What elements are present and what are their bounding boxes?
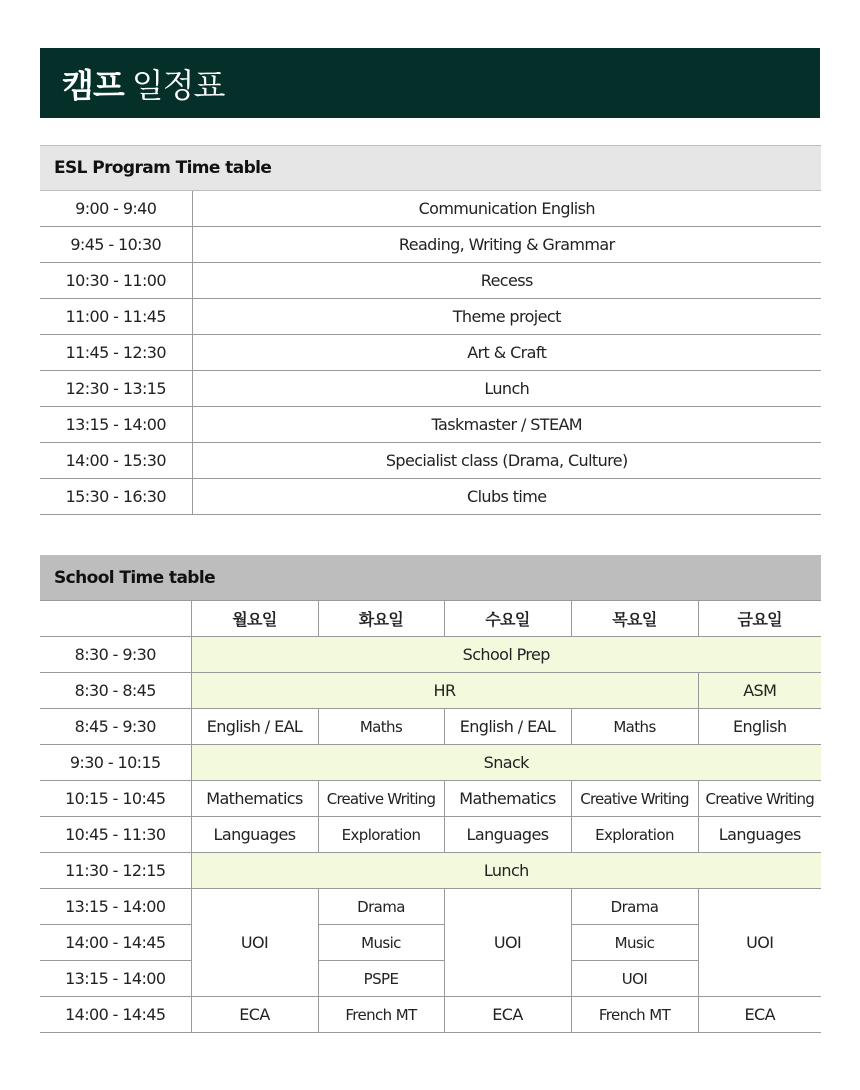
activity-cell: Art & Craft bbox=[192, 335, 821, 371]
table-row bbox=[40, 637, 821, 673]
uoi-cell: UOI bbox=[191, 889, 318, 997]
table-row bbox=[40, 997, 821, 1033]
activity-cell: Recess bbox=[192, 263, 821, 299]
maths-cell: Maths bbox=[571, 709, 698, 745]
maths-cell: Maths bbox=[318, 709, 444, 745]
activity-cell: Clubs time bbox=[192, 479, 821, 515]
uoi-cell: UOI bbox=[444, 889, 571, 997]
table-row bbox=[40, 191, 821, 227]
time-cell: 9:00 - 9:40 bbox=[40, 191, 192, 227]
music-cell: Music bbox=[318, 925, 444, 961]
eca-cell: ECA bbox=[698, 997, 821, 1033]
school-timetable bbox=[40, 555, 821, 1033]
exploration-cell: Exploration bbox=[571, 817, 698, 853]
creative-writing-cell: Creative Writing bbox=[318, 781, 444, 817]
lunch-cell: Lunch bbox=[191, 853, 821, 889]
table-row bbox=[40, 673, 821, 709]
uoi-cell: UOI bbox=[698, 889, 821, 997]
time-cell: 12:30 - 13:15 bbox=[40, 371, 192, 407]
school-table-title: School Time table bbox=[40, 555, 821, 601]
languages-cell: Languages bbox=[698, 817, 821, 853]
time-cell: 14:00 - 14:45 bbox=[40, 925, 191, 961]
time-cell: 11:30 - 12:15 bbox=[40, 853, 191, 889]
page-title-banner bbox=[40, 48, 820, 118]
table-row bbox=[40, 227, 821, 263]
page-title-bold: 캠프 bbox=[62, 65, 124, 105]
table-row bbox=[40, 781, 821, 817]
uoi-cell: UOI bbox=[571, 961, 698, 997]
time-cell: 8:30 - 8:45 bbox=[40, 673, 191, 709]
creative-writing-cell: Creative Writing bbox=[698, 781, 821, 817]
table-row bbox=[40, 335, 821, 371]
english-eal-cell: English / EAL bbox=[444, 709, 571, 745]
day-header-monday: 월요일 bbox=[191, 601, 318, 637]
table-row bbox=[40, 299, 821, 335]
english-cell: English bbox=[698, 709, 821, 745]
table-row bbox=[40, 745, 821, 781]
day-header-wednesday: 수요일 bbox=[444, 601, 571, 637]
table-row bbox=[40, 817, 821, 853]
time-cell: 10:45 - 11:30 bbox=[40, 817, 191, 853]
hr-cell: HR bbox=[191, 673, 698, 709]
table-row bbox=[40, 479, 821, 515]
table-row bbox=[40, 371, 821, 407]
table-row bbox=[40, 443, 821, 479]
languages-cell: Languages bbox=[444, 817, 571, 853]
table-row bbox=[40, 889, 821, 925]
time-cell: 9:30 - 10:15 bbox=[40, 745, 191, 781]
activity-cell: Communication English bbox=[192, 191, 821, 227]
music-cell: Music bbox=[571, 925, 698, 961]
drama-cell: Drama bbox=[571, 889, 698, 925]
activity-cell: Specialist class (Drama, Culture) bbox=[192, 443, 821, 479]
day-header-row bbox=[40, 601, 821, 637]
languages-cell: Languages bbox=[191, 817, 318, 853]
table-row bbox=[40, 407, 821, 443]
french-mt-cell: French MT bbox=[571, 997, 698, 1033]
english-eal-cell: English / EAL bbox=[191, 709, 318, 745]
day-header-thursday: 목요일 bbox=[571, 601, 698, 637]
time-cell: 13:15 - 14:00 bbox=[40, 961, 191, 997]
activity-cell: Reading, Writing & Grammar bbox=[192, 227, 821, 263]
day-header-tuesday: 화요일 bbox=[318, 601, 444, 637]
eca-cell: ECA bbox=[444, 997, 571, 1033]
time-cell: 10:15 - 10:45 bbox=[40, 781, 191, 817]
corner-cell bbox=[40, 601, 191, 637]
snack-cell: Snack bbox=[191, 745, 821, 781]
time-cell: 11:45 - 12:30 bbox=[40, 335, 192, 371]
time-cell: 15:30 - 16:30 bbox=[40, 479, 192, 515]
time-cell: 13:15 - 14:00 bbox=[40, 407, 192, 443]
asm-cell: ASM bbox=[698, 673, 821, 709]
pspe-cell: PSPE bbox=[318, 961, 444, 997]
table-row bbox=[40, 709, 821, 745]
exploration-cell: Exploration bbox=[318, 817, 444, 853]
table-row bbox=[40, 263, 821, 299]
time-cell: 13:15 - 14:00 bbox=[40, 889, 191, 925]
time-cell: 11:00 - 11:45 bbox=[40, 299, 192, 335]
time-cell: 8:30 - 9:30 bbox=[40, 637, 191, 673]
french-mt-cell: French MT bbox=[318, 997, 444, 1033]
day-header-friday: 금요일 bbox=[698, 601, 821, 637]
mathematics-cell: Mathematics bbox=[444, 781, 571, 817]
esl-table-title: ESL Program Time table bbox=[40, 146, 821, 191]
activity-cell: Taskmaster / STEAM bbox=[192, 407, 821, 443]
time-cell: 14:00 - 14:45 bbox=[40, 997, 191, 1033]
eca-cell: ECA bbox=[191, 997, 318, 1033]
table-row bbox=[40, 853, 821, 889]
mathematics-cell: Mathematics bbox=[191, 781, 318, 817]
page-title-light: 일정표 bbox=[131, 65, 225, 105]
time-cell: 9:45 - 10:30 bbox=[40, 227, 192, 263]
time-cell: 10:30 - 11:00 bbox=[40, 263, 192, 299]
time-cell: 8:45 - 9:30 bbox=[40, 709, 191, 745]
creative-writing-cell: Creative Writing bbox=[571, 781, 698, 817]
time-cell: 14:00 - 15:30 bbox=[40, 443, 192, 479]
activity-cell: Lunch bbox=[192, 371, 821, 407]
school-prep-cell: School Prep bbox=[191, 637, 821, 673]
drama-cell: Drama bbox=[318, 889, 444, 925]
esl-timetable bbox=[40, 145, 821, 515]
activity-cell: Theme project bbox=[192, 299, 821, 335]
